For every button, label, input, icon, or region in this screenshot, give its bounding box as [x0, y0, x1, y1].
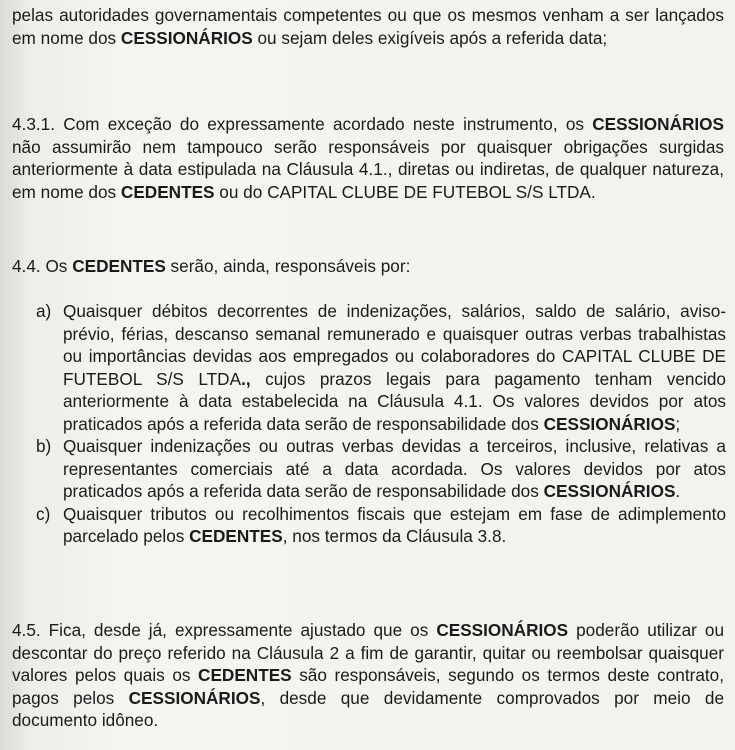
bold-term: CEDENTES — [198, 665, 292, 685]
text: pelas autoridades governamentais competentes ou que os mesmos venham a ser lançados em nome dos — [12, 5, 724, 48]
text: 4.5. Fica, desde já, expressamente ajustado que os — [12, 620, 437, 640]
paragraph-4-4 — [12, 255, 724, 278]
bold-term: CESSIONÁRIOS — [120, 27, 253, 48]
text: , nos termos da Cláusula 3.8. — [282, 526, 507, 546]
bold-term: CESSIONÁRIOS — [543, 481, 676, 501]
text: não assumirão nem tampouco serão responsáveis por quaisquer obrigações surgidas anteriormente à data estipulada na Cláusula 4.1., diretas ou indiretas, de qualquer natureza, em nome dos — [12, 136, 724, 202]
text: 4.3.1. Com exceção do expressamente acordado neste instrumento, os — [12, 114, 593, 134]
text: . — [675, 481, 681, 501]
liability-list — [36, 300, 726, 548]
bold-term: ., — [241, 368, 251, 389]
text: ou do CAPITAL CLUBE DE FUTEBOL S/S LTDA. — [214, 181, 596, 202]
list-item-b — [36, 435, 726, 503]
bold-term: CEDENTES — [189, 526, 283, 546]
text: cujos prazos legais para pagamento tenham vencido anteriormente à data estabelecida na Cláusula 4.1. Os valores devidos por atos praticados após a referida data serão de responsabilidade dos — [63, 368, 726, 434]
text: serão, ainda, responsáveis por: — [165, 256, 411, 276]
list-marker: a) — [36, 301, 52, 321]
text: ; — [675, 413, 681, 434]
text: Quaisquer indenizações ou outras verbas devidas a terceiros, inclusive, relativas a representantes comerciais até a data acordada. Os valores devidos por atos praticados após a referida data serão de responsabilidade dos — [63, 436, 726, 501]
text: , desde que devidamente comprovados por meio de documento idôneo. — [12, 687, 725, 730]
text: poderão utilizar ou descontar do preço referido na Cláusula 2 a fim de garantir, quitar ou reembolsar quaisquer valores pelos quais os — [12, 620, 725, 685]
bold-term: CESSIONÁRIOS — [128, 687, 261, 708]
list-marker: b) — [36, 436, 52, 456]
bold-term: CEDENTES — [72, 256, 166, 276]
text: Quaisquer tributos ou recolhimentos fiscais que estejam em fase de adimplemento parcelado pelos — [63, 503, 726, 546]
text: são responsáveis, segundo os termos deste contrato, pagos pelos — [12, 665, 724, 708]
paragraph-4-3-1 — [12, 113, 724, 203]
list-marker: c) — [36, 503, 51, 524]
text: 4.4. Os — [12, 256, 73, 276]
text: ou sejam deles exigíveis após a referida data; — [252, 27, 608, 48]
bold-term: CESSIONÁRIOS — [543, 413, 676, 434]
paragraph-continuation — [12, 4, 724, 49]
text: Quaisquer débitos decorrentes de indenizações, salários, saldo de salário, aviso-prévio, férias, descanso semanal remunerado e quaisquer outras verbas trabalhistas ou importâncias devidas aos empregados ou colaboradores do CAPITAL CLUBE DE FUTEBOL S/S LTDA — [63, 301, 726, 389]
bold-term: CESSIONÁRIOS — [436, 620, 569, 640]
bold-term: CESSIONÁRIOS — [592, 114, 724, 134]
bold-term: CEDENTES — [120, 181, 215, 202]
list-item-a — [36, 300, 726, 435]
list-item-c — [36, 503, 726, 548]
paragraph-4-5 — [12, 619, 724, 732]
